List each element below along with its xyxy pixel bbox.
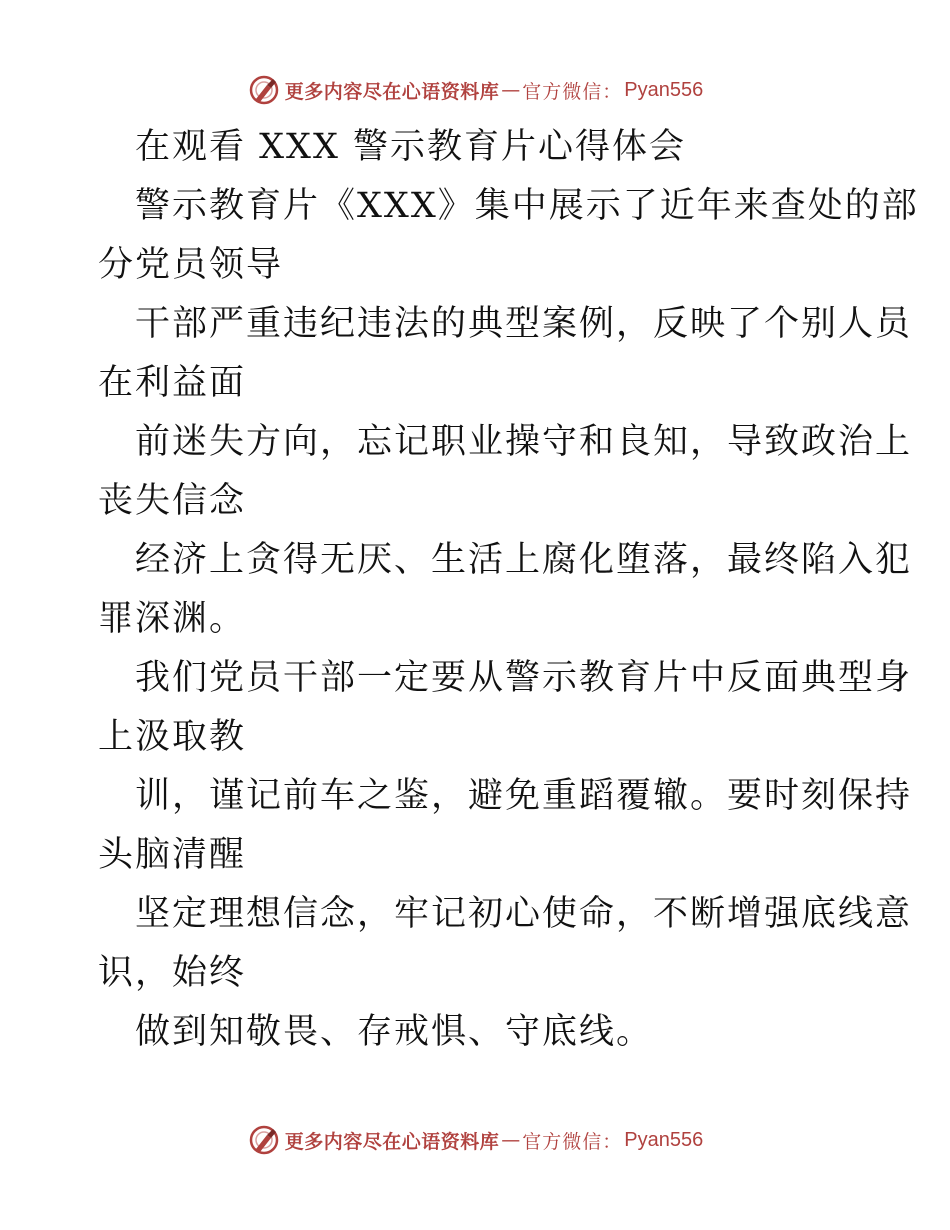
paragraph-line: 在利益面 (98, 363, 247, 403)
paragraph-line: 上汲取教 (98, 717, 247, 757)
paragraph-line: 丧失信念 (98, 481, 247, 521)
document-body (98, 118, 919, 1062)
banner-wechat-id: Pyan556 (624, 1128, 704, 1151)
paragraph-line: 警示教育片《XXX》集中展示了近年来查处的部 (135, 186, 919, 226)
banner-official-label: 官方微信： (522, 1130, 623, 1153)
paragraph-line: 训，谨记前车之鉴，避免重蹈覆辙。要时刻保持 (135, 776, 913, 816)
banner-separator: — (501, 1129, 521, 1151)
banner-separator: — (501, 79, 521, 101)
banner-promo-text: 更多内容尽在心语资料库 (284, 80, 500, 103)
document-title: 在观看 XXX 警示教育片心得体会 (135, 127, 687, 167)
header-watermark-banner (0, 70, 950, 110)
paragraph-line: 罪深渊。 (98, 599, 247, 639)
paragraph-line: 经济上贪得无厌、生活上腐化堕落，最终陷入犯 (135, 540, 913, 580)
paragraph-line: 干部严重违纪违法的典型案例，反映了个别人员 (135, 304, 913, 344)
banner-wechat-id: Pyan556 (624, 78, 704, 101)
paragraph-line: 做到知敬畏、存戒惧、守底线。 (135, 1012, 654, 1052)
paragraph-line: 分党员领导 (98, 245, 284, 285)
pen-nib-logo-icon (247, 73, 281, 107)
paragraph-line: 前迷失方向，忘记职业操守和良知，导致政治上 (135, 422, 913, 462)
paragraph-line: 坚定理想信念，牢记初心使命，不断增强底线意 (135, 894, 913, 934)
pen-nib-logo-icon (247, 1123, 281, 1157)
paragraph-line: 我们党员干部一定要从警示教育片中反面典型身 (135, 658, 913, 698)
banner-official-label: 官方微信： (522, 80, 623, 103)
footer-watermark-banner (0, 1120, 950, 1160)
paragraph-line: 识，始终 (98, 953, 247, 993)
paragraph-line: 头脑清醒 (98, 835, 247, 875)
banner-promo-text: 更多内容尽在心语资料库 (284, 1130, 500, 1153)
